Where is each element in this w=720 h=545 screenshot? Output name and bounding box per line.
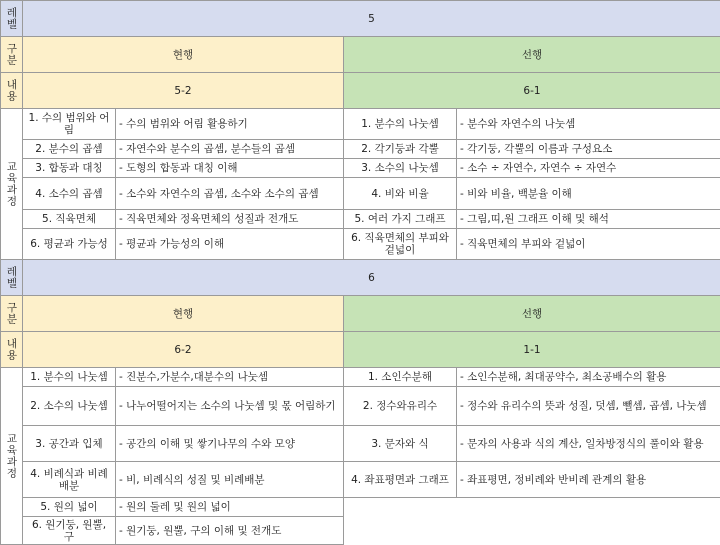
advance-desc: - 그림,띠,원 그래프 이해 및 해석 [457,210,720,229]
advance-desc: - 비와 비율, 백분율 이해 [457,178,720,210]
current-label: 현행 [23,37,344,73]
advance-desc: - 소인수분해, 최대공약수, 최소공배수의 활용 [457,368,720,387]
current-topic: 4. 소수의 곱셈 [23,178,116,210]
advance-desc: - 소수 ÷ 자연수, 자연수 ÷ 자연수 [457,159,720,178]
empty-cell [344,498,720,545]
advance-topic: 3. 소수의 나눗셈 [344,159,457,178]
level-header: 레벨 [1,1,23,37]
current-topic: 6. 평균과 가능성 [23,229,116,260]
advance-topic: 5. 여러 가지 그래프 [344,210,457,229]
advance-desc: - 직육면체의 부피와 겉넓이 [457,229,720,260]
advance-topic: 6. 직육면체의 부피와 겉넓이 [344,229,457,260]
level-value: 6 [23,260,720,296]
table-row [1,178,720,210]
current-desc: - 소수와 자연수의 곱셈, 소수와 소수의 곱셈 [116,178,344,210]
advance-unit: 6-1 [344,73,720,109]
curriculum-header: 교육과정 [1,368,23,545]
advance-topic: 2. 각기둥과 각뿔 [344,140,457,159]
current-desc: - 직육면체와 정육면체의 성질과 전개도 [116,210,344,229]
current-topic: 6. 원기둥, 원뿔, 구 [23,517,116,545]
curriculum-header: 교육과정 [1,109,23,260]
table-row [1,229,720,260]
current-topic: 5. 원의 넓이 [23,498,116,517]
content-header: 내용 [1,73,23,109]
advance-desc: - 문자의 사용과 식의 계산, 일차방정식의 풀이와 활용 [457,426,720,462]
advance-label: 선행 [344,37,720,73]
current-topic: 5. 직육면체 [23,210,116,229]
current-desc: - 수의 범위와 어림 활용하기 [116,109,344,140]
advance-topic: 4. 좌표평면과 그래프 [344,462,457,498]
table-row [1,462,720,498]
current-topic: 2. 소수의 나눗셈 [23,387,116,426]
current-unit: 5-2 [23,73,344,109]
table-row [1,387,720,426]
current-desc: - 공간의 이해 및 쌓기나무의 수와 모양 [116,426,344,462]
division-header: 구분 [1,37,23,73]
advance-desc: - 좌표평면, 정비례와 반비례 관계의 활용 [457,462,720,498]
current-unit: 6-2 [23,332,344,368]
current-topic: 3. 공간과 입체 [23,426,116,462]
advance-unit: 1-1 [344,332,720,368]
advance-desc: - 분수와 자연수의 나눗셈 [457,109,720,140]
level-value: 5 [23,1,720,37]
advance-desc: - 각기둥, 각뿔의 이름과 구성요소 [457,140,720,159]
table-row [1,368,720,387]
table-row [1,159,720,178]
current-topic: 1. 분수의 나눗셈 [23,368,116,387]
advance-topic: 3. 문자와 식 [344,426,457,462]
current-desc: - 나누어떨어지는 소수의 나눗셈 및 몫 어림하기 [116,387,344,426]
table-row [1,140,720,159]
current-desc: - 평균과 가능성의 이해 [116,229,344,260]
advance-desc: - 정수와 유리수의 뜻과 성질, 덧셈, 뺄셈, 곱셈, 나눗셈 [457,387,720,426]
division-header: 구분 [1,296,23,332]
table-row [1,426,720,462]
current-label: 현행 [23,296,344,332]
table-row [1,109,720,140]
advance-label: 선행 [344,296,720,332]
advance-topic: 2. 정수와유리수 [344,387,457,426]
current-desc: - 진분수,가분수,대분수의 나눗셈 [116,368,344,387]
table-row [1,210,720,229]
content-header: 내용 [1,332,23,368]
current-topic: 4. 비례식과 비례배분 [23,462,116,498]
advance-topic: 1. 소인수분해 [344,368,457,387]
current-topic: 3. 합동과 대칭 [23,159,116,178]
current-desc: - 원의 둘레 및 원의 넓이 [116,498,344,517]
advance-topic: 1. 분수의 나눗셈 [344,109,457,140]
current-desc: - 원기둥, 원뿔, 구의 이해 및 전개도 [116,517,344,545]
table-row [1,498,720,517]
advance-topic: 4. 비와 비율 [344,178,457,210]
current-desc: - 비, 비례식의 성질 및 비례배분 [116,462,344,498]
current-desc: - 자연수와 분수의 곱셈, 분수들의 곱셈 [116,140,344,159]
current-topic: 2. 분수의 곱셈 [23,140,116,159]
level-header: 레벨 [1,260,23,296]
current-desc: - 도형의 합동과 대칭 이해 [116,159,344,178]
current-topic: 1. 수의 범위와 어림 [23,109,116,140]
